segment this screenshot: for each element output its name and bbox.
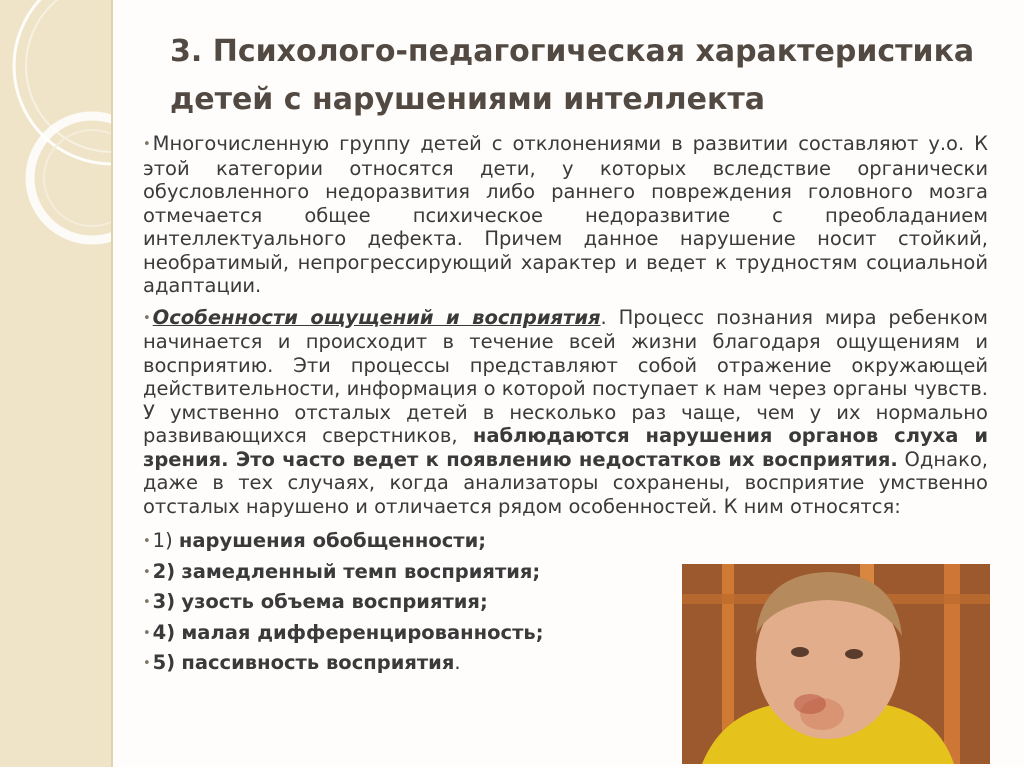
list-item-suffix: . (454, 651, 461, 674)
list-item-text: малая дифференцированность; (181, 620, 544, 644)
paragraph-perception (143, 306, 988, 519)
list-item-text: узость объема восприятия; (181, 590, 488, 613)
paragraph-intro-text: Многочисленную группу детей с отклонениями в развитии составляют у.о. К этой категории относятся дети, у которых вследствие органически обусловленного недоразвития либо раннего повреждения головного мозга отмечается общее психическое недоразвитие с преобладанием интеллектуального дефекта. Причем данное нарушение носит стойкий, необратимый, непрогрессирующий характер и ведет к трудностям социальной адаптации. (143, 132, 988, 297)
perception-text-a: . Процесс познания мира ребенком начинается и происходит в течение всей жизни благодаря ощущениям и восприятию. Эти процессы представляют собой отражение окружающей действительности, информация о которой поступает к нам через органы чувств. У умственно отсталых детей в несколько раз чаще, чем у их нормально развивающихся сверстников, (143, 305, 988, 447)
bullet-icon: • (143, 137, 151, 152)
bullet-icon: • (143, 564, 151, 580)
bullet-icon: • (143, 310, 151, 326)
list-item-number: 4) (152, 620, 176, 644)
bullet-icon: • (143, 534, 151, 549)
list-item-number: 2) (152, 559, 176, 583)
list-item-text: пассивность восприятия (181, 651, 455, 674)
decorative-rings (0, 0, 111, 767)
perception-text-b: Однако, даже в тех случаях, когда анализаторы сохранены, восприятие умственно отсталых нарушено и отличается рядом особенностей. К ним относятся: (143, 447, 988, 518)
list-item-number: 3) (152, 590, 176, 613)
list-item-number: 5) (152, 651, 176, 674)
list-item-number: 1) (152, 529, 173, 552)
list-item (143, 526, 988, 557)
paragraph-intro (143, 132, 988, 298)
bullet-icon: • (143, 656, 151, 671)
side-panel-edge (111, 0, 113, 767)
list-item-text: нарушения обобщенности; (178, 529, 487, 552)
list-item-text: замедленный темп восприятия; (181, 559, 541, 583)
child-photo (682, 564, 990, 764)
slide-title: 3. Психолого-педагогическая характеристика детей с нарушениями интеллекта (170, 34, 975, 117)
bullet-icon: • (143, 625, 151, 641)
decorative-side-panel (0, 0, 111, 767)
bullet-icon: • (143, 595, 151, 610)
perception-subheading: Особенности ощущений и восприятия (152, 305, 601, 329)
perception-bold-text: наблюдаются нарушения органов слуха и зрения. Это часто ведет к появлению недостатков их восприятия. (143, 424, 988, 471)
